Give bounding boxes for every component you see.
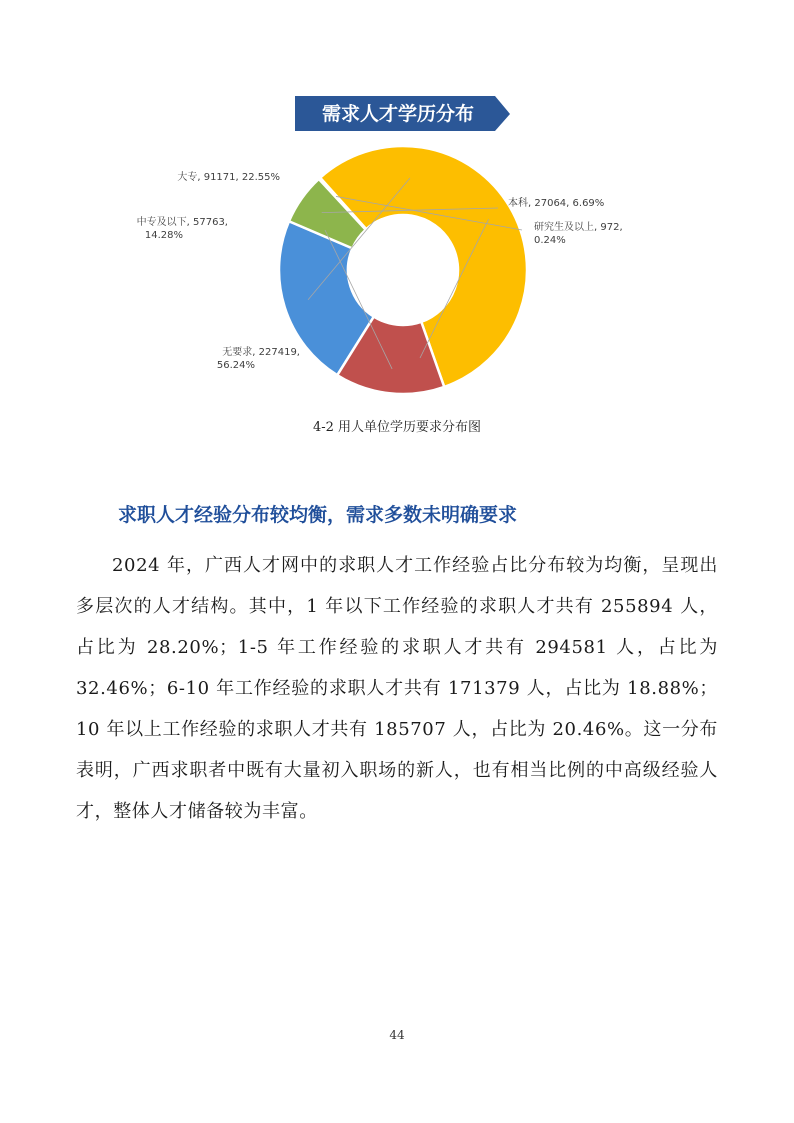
slice-label-2: 本科, 27064, 6.69% (508, 198, 605, 209)
slice-label-4: 无要求, 227419, 56.24% (216, 347, 300, 371)
slice-label-1: 大专, 91171, 22.55% (177, 172, 280, 183)
page-number: 44 (389, 1028, 405, 1042)
chart-title: 需求人才学历分布 (321, 103, 475, 125)
figure-caption: 4-2 用人单位学历要求分布图 (312, 420, 482, 435)
education-donut-chart (136, 90, 650, 410)
donut-slices (279, 146, 527, 394)
body-paragraph: 2024 年，广西人才网中的求职人才工作经验占比分布较为均衡，呈现出多层次的人才结构。其中，1 年以下工作经验的求职人才共有 255894 人，占比为 28.20%；1-5 年工作经验的求职人才共有 294581 人，占比为 32.46%；6-10 年工作经验的求职人才共有 171379 人，占比为 18.88%；10 年以上工作经验的求职人才共有 185707 人，占比为 20.46%。这一分布表明，广西求职者中既有大量初入职场的新人，也有相当比例的中高级经验人才，整体人才储备较为丰富。 (76, 555, 718, 822)
chart-title-banner (295, 96, 510, 131)
slice-label-5: 中专及以下, 57763, 14.28% (136, 217, 228, 241)
slice-label-3: 研究生及以上, 972, 0.24% (534, 222, 623, 246)
section-heading: 求职人才经验分布较均衡，需求多数未明确要求 (118, 504, 518, 526)
